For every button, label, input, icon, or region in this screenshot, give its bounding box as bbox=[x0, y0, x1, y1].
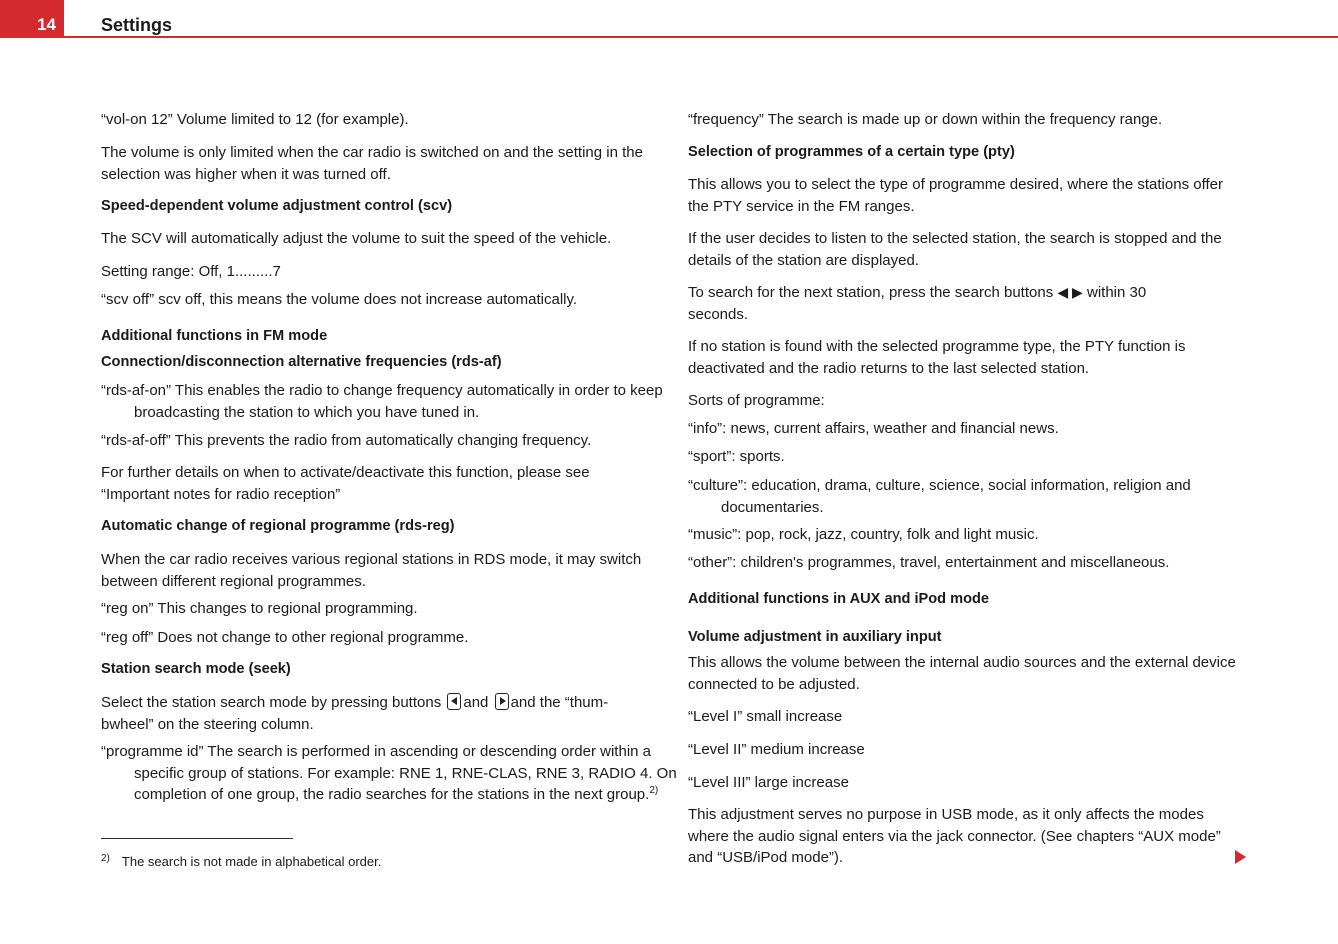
option-item: “reg on” This changes to regional programming. bbox=[101, 600, 418, 617]
paragraph bbox=[688, 282, 1188, 325]
option-item bbox=[101, 741, 686, 806]
text: and bbox=[463, 694, 489, 711]
section-heading: Station search mode (seek) bbox=[101, 661, 291, 677]
text: Select the station search mode by pressing buttons bbox=[101, 694, 442, 711]
option-item: “rds-af-on” This enables the radio to change frequency automatically in order to keep broadcasting the station to which you have tuned in. bbox=[101, 382, 663, 421]
paragraph: The volume is only limited when the car radio is switched on and the setting in the selection was higher when it was turned off. bbox=[101, 144, 643, 183]
section-heading: Volume adjustment in auxiliary input bbox=[688, 629, 942, 645]
option-item: “rds-af-off” This prevents the radio from automatically changing frequency. bbox=[101, 432, 592, 449]
paragraph: This adjustment serves no purpose in USB mode, as it only affects the modes where the audio signal enters via the jack connector. (See chapters “AUX mode” and “USB/iPod mode”). bbox=[688, 806, 1221, 866]
section-heading: Speed-dependent volume adjustment control (scv) bbox=[101, 198, 453, 214]
list-item: “sport”: sports. bbox=[688, 448, 785, 465]
paragraph: This allows the volume between the internal audio sources and the external device connected to be adjusted. bbox=[688, 654, 1236, 693]
paragraph: “vol-on 12” Volume limited to 12 (for example). bbox=[101, 111, 409, 128]
section-heading: Automatic change of regional programme (rds-reg) bbox=[101, 518, 455, 534]
paragraph: When the car radio receives various regional stations in RDS mode, it may switch between different regional programmes. bbox=[101, 551, 642, 590]
page-number: 14 bbox=[0, 0, 64, 38]
page-title: Settings bbox=[101, 15, 173, 35]
text: and the “thum-bwheel” on the steering column. bbox=[101, 694, 609, 733]
option-item: “Level III” large increase bbox=[688, 774, 849, 791]
paragraph: “scv off” scv off, this means the volume does not increase automatically. bbox=[101, 291, 578, 308]
footnote-mark: 2) bbox=[101, 852, 110, 864]
continue-arrow-icon bbox=[1235, 850, 1246, 864]
paragraph bbox=[101, 692, 653, 735]
footnote-ref: 2) bbox=[649, 785, 659, 796]
paragraph: This allows you to select the type of programme desired, where the stations offer the PTY service in the FM ranges. bbox=[688, 176, 1223, 215]
paragraph: Setting range: Off, 1.........7 bbox=[101, 263, 281, 280]
list-item: “other”: children's programmes, travel, entertainment and miscellaneous. bbox=[688, 554, 1170, 571]
paragraph: The SCV will automatically adjust the volume to suit the speed of the vehicle. bbox=[101, 230, 612, 247]
section-heading: Additional functions in FM mode bbox=[101, 328, 328, 344]
paragraph: For further details on when to activate/deactivate this function, please see “Important notes for radio reception” bbox=[101, 464, 590, 503]
list-item: “culture”: education, drama, culture, science, social information, religion and documentaries. bbox=[688, 477, 1191, 516]
option-item: “Level II” medium increase bbox=[688, 741, 865, 758]
paragraph: Sorts of programme: bbox=[688, 392, 825, 409]
section-heading: Selection of programmes of a certain type (pty) bbox=[688, 144, 1015, 160]
section-heading: Additional functions in AUX and iPod mode bbox=[688, 591, 990, 607]
section-heading: Connection/disconnection alternative frequencies (rds-af) bbox=[101, 354, 502, 370]
option-item: “Level I” small increase bbox=[688, 708, 843, 725]
paragraph: If the user decides to listen to the selected station, the search is stopped and the details of the station are displayed. bbox=[688, 230, 1222, 269]
option-item: “frequency” The search is made up or down within the frequency range. bbox=[688, 111, 1163, 128]
footnote-divider bbox=[101, 838, 293, 839]
paragraph: If no station is found with the selected programme type, the PTY function is deactivated and the radio returns to the last selected station. bbox=[688, 338, 1186, 377]
text: within 30 seconds. bbox=[688, 284, 1147, 323]
seek-left-button-icon bbox=[447, 693, 461, 710]
search-arrows-icon: ◀ ▶ bbox=[1057, 284, 1083, 300]
footnote-text: The search is not made in alphabetical order. bbox=[121, 854, 382, 869]
footnote bbox=[101, 851, 381, 873]
list-item: “info”: news, current affairs, weather and financial news. bbox=[688, 420, 1059, 437]
list-item: “music”: pop, rock, jazz, country, folk and light music. bbox=[688, 526, 1039, 543]
option-item: “reg off” Does not change to other regional programme. bbox=[101, 629, 469, 646]
text: To search for the next station, press the search buttons bbox=[688, 284, 1054, 301]
header-rule bbox=[64, 36, 1338, 38]
text: “programme id” The search is performed in ascending or descending order within a specific group of stations. For example: RNE 1, RNE-CLAS, RNE 3, RADIO 4. On completion of one group, the radio searches for the stations in the next group. bbox=[101, 743, 677, 803]
seek-right-button-icon bbox=[495, 693, 509, 710]
